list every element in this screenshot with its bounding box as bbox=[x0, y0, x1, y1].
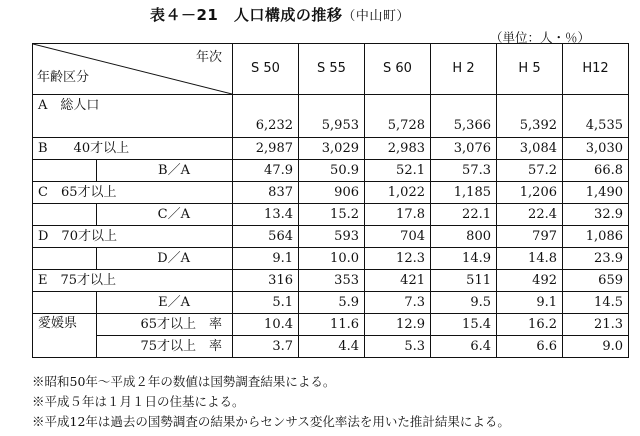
cell-value: 57.2 bbox=[497, 160, 563, 182]
cell-value: 14.9 bbox=[431, 248, 497, 270]
cell-value: 5,392 bbox=[497, 95, 563, 138]
cell-value: 800 bbox=[431, 226, 497, 248]
cell-value: 6,232 bbox=[233, 95, 299, 138]
cell-value: 9.1 bbox=[233, 248, 299, 270]
cell-value: 9.1 bbox=[497, 292, 563, 314]
footnote: ※平成12年は過去の国勢調査の結果からセンサス変化率法を用いた推計結果による。 bbox=[32, 414, 510, 429]
ratio-label: C／A bbox=[97, 204, 233, 226]
cell-value: 564 bbox=[233, 226, 299, 248]
cell-value: 16.2 bbox=[497, 314, 563, 336]
cell-value: 11.6 bbox=[299, 314, 365, 336]
cell-value: 2,987 bbox=[233, 138, 299, 160]
cell-value: 1,206 bbox=[497, 182, 563, 204]
cell-value: 1,185 bbox=[431, 182, 497, 204]
cell-value: 21.3 bbox=[563, 314, 629, 336]
indent-cell bbox=[33, 160, 97, 182]
table-row bbox=[33, 95, 629, 138]
population-table bbox=[32, 43, 629, 358]
unit-label: （単位：人・％） bbox=[490, 30, 591, 45]
cell-value: 5.3 bbox=[365, 336, 431, 358]
cell-value: 14.8 bbox=[497, 248, 563, 270]
group-label: 愛媛県 bbox=[33, 314, 97, 358]
cell-value: 10.0 bbox=[299, 248, 365, 270]
cell-value: 5.1 bbox=[233, 292, 299, 314]
cell-value: 316 bbox=[233, 270, 299, 292]
year-header: H 2 bbox=[431, 44, 497, 95]
cell-value: 15.4 bbox=[431, 314, 497, 336]
year-header: H12 bbox=[563, 44, 629, 95]
cell-value: 12.9 bbox=[365, 314, 431, 336]
cell-value: 3.7 bbox=[233, 336, 299, 358]
row-label: E 75才以上 bbox=[33, 270, 233, 292]
cell-value: 13.4 bbox=[233, 204, 299, 226]
cell-value: 353 bbox=[299, 270, 365, 292]
table-row bbox=[33, 270, 629, 292]
cell-value: 837 bbox=[233, 182, 299, 204]
ratio-label: E／A bbox=[97, 292, 233, 314]
year-header: S 60 bbox=[365, 44, 431, 95]
cell-value: 2,983 bbox=[365, 138, 431, 160]
indent-cell bbox=[33, 248, 97, 270]
table-row bbox=[33, 336, 629, 358]
cell-value: 10.4 bbox=[233, 314, 299, 336]
cell-value: 1,022 bbox=[365, 182, 431, 204]
cell-value: 421 bbox=[365, 270, 431, 292]
footnotes bbox=[32, 372, 510, 432]
cell-value: 15.2 bbox=[299, 204, 365, 226]
cell-value: 3,029 bbox=[299, 138, 365, 160]
cell-value: 3,076 bbox=[431, 138, 497, 160]
cell-value: 3,084 bbox=[497, 138, 563, 160]
cell-value: 22.1 bbox=[431, 204, 497, 226]
cell-value: 3,030 bbox=[563, 138, 629, 160]
cell-value: 5,366 bbox=[431, 95, 497, 138]
cell-value: 23.9 bbox=[563, 248, 629, 270]
cell-value: 9.0 bbox=[563, 336, 629, 358]
cell-value: 1,086 bbox=[563, 226, 629, 248]
indent-cell bbox=[33, 204, 97, 226]
rate-label: 75才以上 率 bbox=[97, 336, 233, 358]
rate-label: 65才以上 率 bbox=[97, 314, 233, 336]
year-header: S 55 bbox=[299, 44, 365, 95]
cell-value: 14.5 bbox=[563, 292, 629, 314]
table-title: 表４－21 人口構成の推移（中山町） bbox=[150, 6, 410, 24]
table-row bbox=[33, 204, 629, 226]
cell-value: 659 bbox=[563, 270, 629, 292]
cell-value: 511 bbox=[431, 270, 497, 292]
cell-value: 22.4 bbox=[497, 204, 563, 226]
cell-value: 32.9 bbox=[563, 204, 629, 226]
cell-value: 4,535 bbox=[563, 95, 629, 138]
cell-value: 5,728 bbox=[365, 95, 431, 138]
ratio-label: B／A bbox=[97, 160, 233, 182]
cell-value: 9.5 bbox=[431, 292, 497, 314]
cell-value: 1,490 bbox=[563, 182, 629, 204]
table-row bbox=[33, 292, 629, 314]
table-row bbox=[33, 226, 629, 248]
cell-value: 906 bbox=[299, 182, 365, 204]
cell-value: 5.9 bbox=[299, 292, 365, 314]
cell-value: 50.9 bbox=[299, 160, 365, 182]
row-label: C 65才以上 bbox=[33, 182, 233, 204]
row-label: B 40才以上 bbox=[33, 138, 233, 160]
table-row bbox=[33, 160, 629, 182]
cell-value: 17.8 bbox=[365, 204, 431, 226]
year-header: H 5 bbox=[497, 44, 563, 95]
cell-value: 4.4 bbox=[299, 336, 365, 358]
cell-value: 593 bbox=[299, 226, 365, 248]
cell-value: 6.6 bbox=[497, 336, 563, 358]
corner-cell bbox=[33, 44, 233, 95]
cell-value: 52.1 bbox=[365, 160, 431, 182]
table-row bbox=[33, 182, 629, 204]
table-row bbox=[33, 138, 629, 160]
indent-cell bbox=[33, 292, 97, 314]
cell-value: 7.3 bbox=[365, 292, 431, 314]
row-label: A 総人口 bbox=[33, 95, 233, 138]
cell-value: 12.3 bbox=[365, 248, 431, 270]
table-row bbox=[33, 314, 629, 336]
table-row bbox=[33, 248, 629, 270]
cell-value: 5,953 bbox=[299, 95, 365, 138]
row-header-label: 年齢区分 bbox=[37, 70, 90, 85]
year-header: S 50 bbox=[233, 44, 299, 95]
row-label: D 70才以上 bbox=[33, 226, 233, 248]
cell-value: 57.3 bbox=[431, 160, 497, 182]
cell-value: 797 bbox=[497, 226, 563, 248]
cell-value: 66.8 bbox=[563, 160, 629, 182]
cell-value: 47.9 bbox=[233, 160, 299, 182]
footnote: ※平成５年は１月１日の住基による。 bbox=[32, 394, 245, 409]
cell-value: 492 bbox=[497, 270, 563, 292]
cell-value: 6.4 bbox=[431, 336, 497, 358]
footnote: ※昭和50年～平成２年の数値は国勢調査結果による。 bbox=[32, 374, 336, 389]
ratio-label: D／A bbox=[97, 248, 233, 270]
cell-value: 704 bbox=[365, 226, 431, 248]
header-row bbox=[33, 44, 629, 95]
col-header-label: 年次 bbox=[195, 50, 222, 65]
